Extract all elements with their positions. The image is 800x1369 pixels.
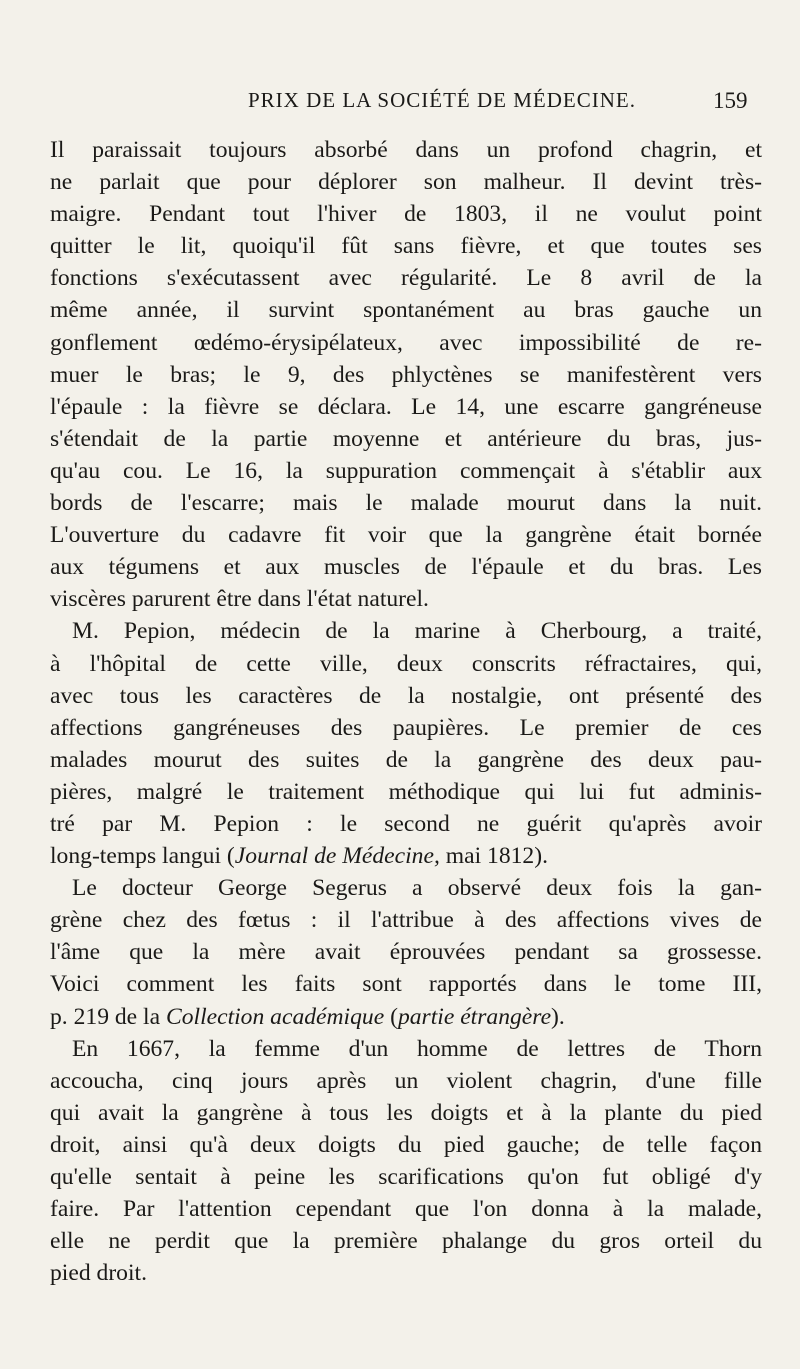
page-number: 159 bbox=[713, 88, 748, 113]
text-line: s'étendait de la partie moyenne et antérieure du bras, jus- bbox=[50, 425, 762, 452]
text-line: qu'au cou. Le 16, la suppuration commençait à s'établir aux bbox=[50, 457, 762, 484]
text-run: ( bbox=[384, 1003, 398, 1030]
text-line: ne parlait que pour déplorer son malheur. Il devint très- bbox=[50, 169, 762, 196]
text-line: à l'hôpital de cette ville, deux conscrits réfractaires, qui, bbox=[50, 650, 762, 677]
paragraph bbox=[50, 615, 762, 872]
text-line: qu'elle sentait à peine les scarifications qu'on fut obligé d'y bbox=[50, 1164, 762, 1190]
text-line: faire. Par l'attention cependant que l'on donna à la malade, bbox=[50, 1196, 762, 1223]
text-line: elle ne perdit que la première phalange du gros orteil du bbox=[50, 1228, 762, 1255]
text-line: bords de l'escarre; mais le malade mourut dans la nuit. bbox=[50, 490, 762, 517]
paragraph bbox=[50, 872, 762, 1032]
text-run: mai 1812). bbox=[439, 843, 548, 870]
text-run: ). bbox=[551, 1003, 565, 1030]
text-line: malades mourut des suites de la gangrène des deux pau- bbox=[50, 746, 762, 773]
body-text bbox=[50, 134, 762, 1289]
text-line: Voici comment les faits sont rapportés dans le tome III, bbox=[50, 971, 762, 998]
text-line: qui avait la gangrène à tous les doigts et à la plante du pied bbox=[50, 1099, 762, 1126]
text-line bbox=[50, 1001, 762, 1033]
text-line: Le docteur George Segerus a observé deux fois la gan- bbox=[72, 875, 762, 902]
text-line: fonctions s'exécutassent avec régularité. Le 8 avril de la bbox=[50, 265, 762, 292]
collection-part: partie étrangère bbox=[397, 1003, 552, 1030]
text-line: accoucha, cinq jours après un violent chagrin, d'une fille bbox=[50, 1067, 762, 1094]
paragraph bbox=[50, 134, 762, 615]
text-line: droit, ainsi qu'à deux doigts du pied gauche; de telle façon bbox=[50, 1131, 762, 1158]
paragraph bbox=[50, 1033, 762, 1290]
collection-title: Collection académique bbox=[165, 1003, 385, 1030]
text-line: aux tégumens et aux muscles de l'épaule et du bras. Les bbox=[50, 554, 762, 581]
journal-title: Journal de Médecine, bbox=[234, 843, 440, 870]
text-line: quitter le lit, quoiqu'il fût sans fièvre, et que toutes ses bbox=[50, 233, 762, 260]
text-line: maigre. Pendant tout l'hiver de 1803, il ne voulut point bbox=[50, 201, 762, 228]
text-line: l'épaule : la fièvre se déclara. Le 14, une escarre gangréneuse bbox=[50, 393, 762, 420]
text-run: long-temps langui ( bbox=[50, 843, 235, 870]
running-title: PRIX DE LA SOCIÉTÉ DE MÉDECINE. bbox=[248, 88, 636, 112]
text-line: tré par M. Pepion : le second ne guérit qu'après avoir bbox=[50, 810, 762, 837]
text-line: l'âme que la mère avait éprouvées pendant sa grossesse. bbox=[50, 939, 762, 966]
text-line: même année, il survint spontanément au bras gauche un bbox=[50, 297, 762, 324]
text-line: avec tous les caractères de la nostalgie, ont présenté des bbox=[50, 682, 762, 709]
text-line: En 1667, la femme d'un homme de lettres de Thorn bbox=[72, 1035, 762, 1062]
text-line: pied droit. bbox=[50, 1260, 147, 1287]
text-line: M. Pepion, médecin de la marine à Cherbourg, a traité, bbox=[72, 618, 762, 645]
text-line: gonflement œdémo-érysipélateux, avec impossibilité de re- bbox=[50, 329, 762, 356]
text-line: muer le bras; le 9, des phlyctènes se manifestèrent vers bbox=[50, 361, 762, 388]
text-line: Il paraissait toujours absorbé dans un profond chagrin, et bbox=[50, 137, 762, 163]
text-line: affections gangréneuses des paupières. Le premier de ces bbox=[50, 714, 762, 741]
text-line: L'ouverture du cadavre fit voir que la gangrène était bornée bbox=[50, 522, 762, 549]
text-line bbox=[50, 840, 762, 872]
text-line: pières, malgré le traitement méthodique qui lui fut adminis- bbox=[50, 778, 762, 805]
text-run: p. 219 de la bbox=[50, 1003, 166, 1030]
text-line: grène chez des fœtus : il l'attribue à des affections vives de bbox=[50, 907, 762, 934]
text-line: viscères parurent être dans l'état naturel. bbox=[50, 586, 429, 613]
running-head bbox=[0, 88, 800, 118]
